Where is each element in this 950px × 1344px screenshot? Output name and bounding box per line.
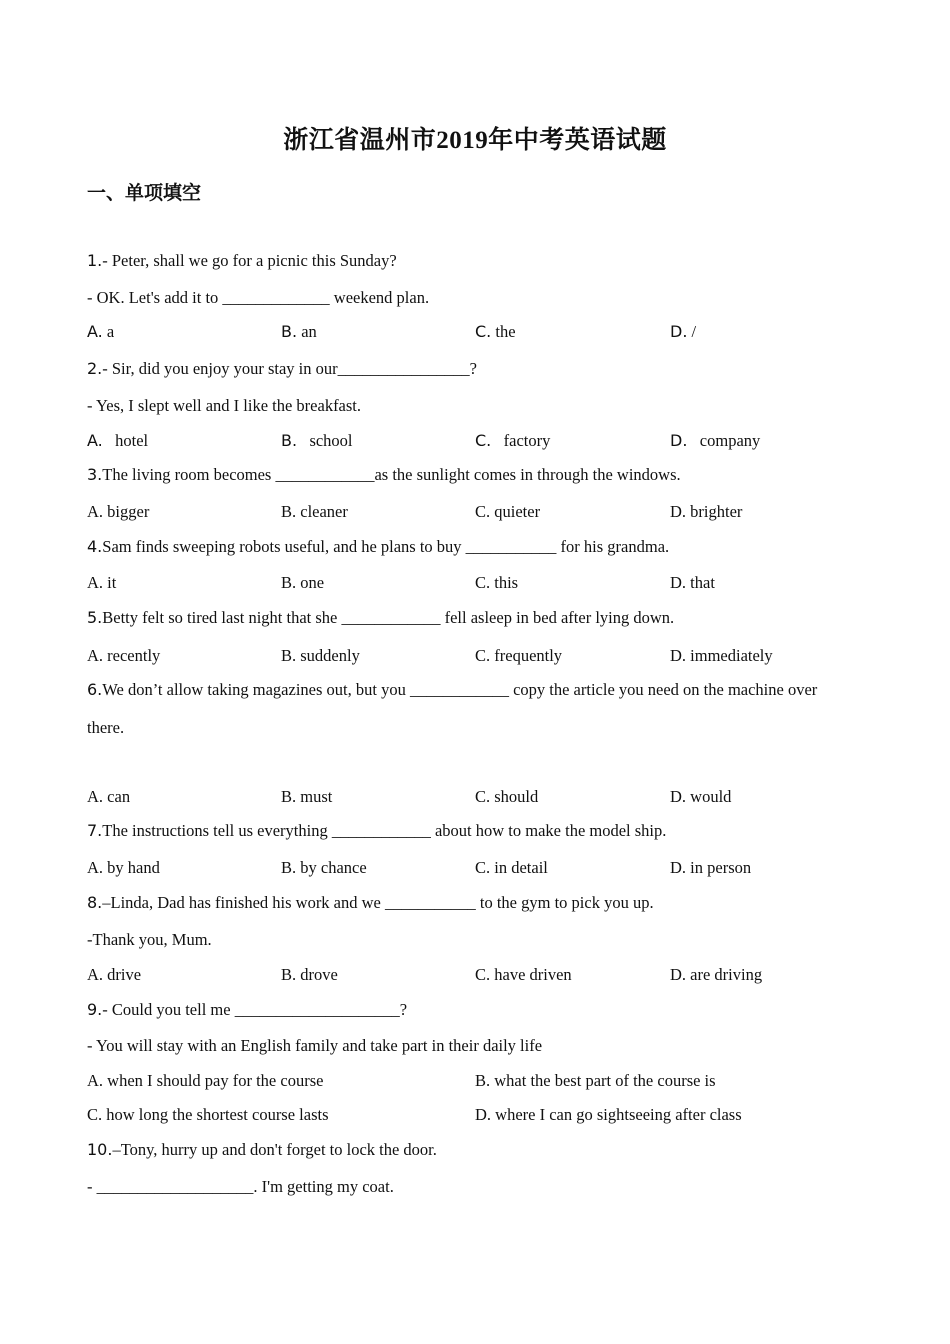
question-number: 9. [87,1000,103,1019]
question-text: Sam finds sweeping robots useful, and he plans to buy ___________ for his grandma. [102,537,670,556]
question-number: 2. [87,359,103,378]
question-6-prompt [87,680,817,700]
question-9-options-row-2 [87,1105,867,1129]
option-b: B. suddenly [281,646,360,665]
question-6-continuation: there. [87,718,125,737]
question-8-prompt [87,893,654,913]
option-c: C. have driven [475,965,572,984]
section-heading: 一、单项填空 [87,182,202,204]
question-7-options [87,858,867,882]
question-number: 5. [87,608,103,627]
option-a: A. by hand [87,858,160,877]
question-4-options [87,573,867,597]
option-d: D. immediately [670,646,773,665]
question-9-options-row-1 [87,1071,867,1095]
option-a: A. a [87,322,115,341]
option-a: A. when I should pay for the course [87,1071,324,1090]
question-text: –Tony, hurry up and don't forget to lock the door. [112,1140,437,1159]
question-2-reply: - Yes, I slept well and I like the breakfast. [87,396,362,415]
option-b: B. cleaner [281,502,348,521]
question-7-prompt [87,821,666,841]
option-b: B. school [281,431,353,450]
question-1-options [87,322,867,346]
option-c: C. frequently [475,646,563,665]
option-b: B. by chance [281,858,367,877]
option-c: C. the [475,322,516,341]
option-d: D. where I can go sightseeing after class [475,1105,742,1124]
question-number: 4. [87,537,103,556]
option-b: B. drove [281,965,338,984]
question-number: 3. [87,465,103,484]
question-text: Betty felt so tired last night that she ____________ fell asleep in bed after lying down. [102,608,675,627]
option-c: C. this [475,573,519,592]
option-d: D. in person [670,858,752,877]
option-a: A. can [87,787,131,806]
question-number: 1. [87,251,103,270]
question-10-prompt [87,1140,437,1160]
question-text: We don’t allow taking magazines out, but you ____________ copy the article you need on the machine over [102,680,818,699]
question-9-reply: - You will stay with an English family and take part in their daily life [87,1036,543,1055]
question-6-options [87,787,867,811]
question-text: - Peter, shall we go for a picnic this Sunday? [102,251,397,270]
question-5-options [87,646,867,670]
option-a: A. hotel [87,431,149,450]
option-b: B. an [281,322,317,341]
question-number: 6. [87,680,103,699]
option-d: D. that [670,573,715,592]
question-number: 8. [87,893,103,912]
option-b: B. must [281,787,333,806]
question-3-options [87,502,867,526]
option-a: A. drive [87,965,142,984]
question-5-prompt [87,608,674,628]
option-a: A. bigger [87,502,150,521]
option-c: C. quieter [475,502,541,521]
question-3-prompt [87,465,681,485]
question-2-options [87,431,867,455]
option-a: A. recently [87,646,161,665]
question-1-prompt [87,251,397,271]
question-text: - Could you tell me ____________________? [102,1000,408,1019]
question-text: The instructions tell us everything ____________ about how to make the model ship. [102,821,667,840]
question-2-prompt [87,359,477,379]
question-9-prompt [87,1000,407,1020]
option-d: D. company [670,431,761,450]
option-c: C. how long the shortest course lasts [87,1105,329,1124]
option-a: A. it [87,573,117,592]
question-10-reply: - ___________________. I'm getting my coat. [87,1177,394,1196]
question-8-reply: -Thank you, Mum. [87,930,212,949]
option-b: B. what the best part of the course is [475,1071,716,1090]
option-d: D. / [670,322,697,341]
page-title: 浙江省温州市2019年中考英语试题 [283,127,667,154]
option-d: D. would [670,787,732,806]
question-number: 10. [87,1140,113,1159]
option-c: C. should [475,787,539,806]
option-c: C. in detail [475,858,548,877]
option-b: B. one [281,573,325,592]
option-c: C. factory [475,431,551,450]
question-text: The living room becomes ____________as the sunlight comes in through the windows. [102,465,681,484]
question-text: - Sir, did you enjoy your stay in our________________? [102,359,477,378]
question-text: –Linda, Dad has finished his work and we ___________ to the gym to pick you up. [102,893,654,912]
question-1-reply: - OK. Let's add it to _____________ weekend plan. [87,288,430,307]
option-d: D. are driving [670,965,763,984]
question-8-options [87,965,867,989]
question-4-prompt [87,537,669,557]
option-d: D. brighter [670,502,743,521]
question-number: 7. [87,821,103,840]
